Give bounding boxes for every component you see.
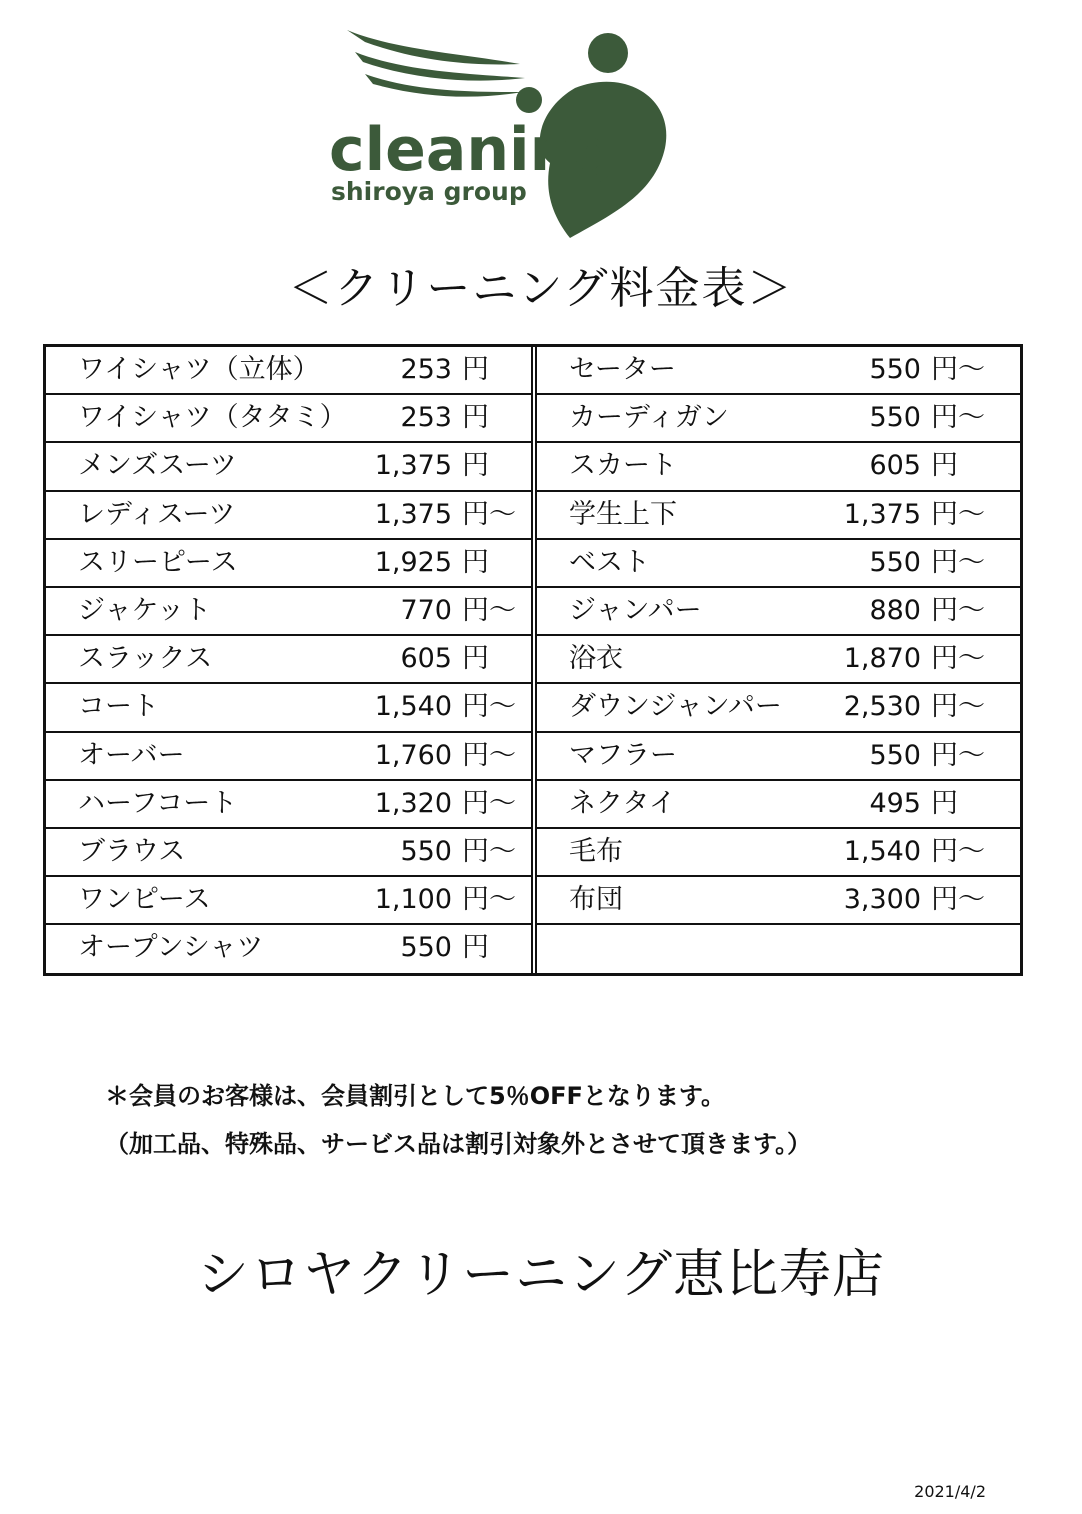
- price-unit: 円: [462, 643, 489, 675]
- price-unit: 円～: [931, 691, 985, 723]
- price-column-left: [46, 347, 531, 973]
- item-name: 学生上下: [569, 498, 677, 530]
- price-unit: 円～: [462, 739, 516, 771]
- item-name: ベスト: [569, 546, 650, 578]
- item-price: 770: [400, 594, 452, 626]
- item-name: ワンピース: [78, 884, 211, 916]
- price-row: [537, 829, 1022, 877]
- price-unit: 円～: [931, 498, 985, 530]
- member-discount-note: ＊会員のお客様は、会員割引として5％OFFとなります。: [105, 1082, 725, 1110]
- item-name: ワイシャツ（立体）: [78, 354, 320, 385]
- logo-subtext: shiroya group: [331, 177, 527, 206]
- item-name: メンズスーツ: [78, 450, 237, 482]
- price-unit: 円～: [931, 739, 985, 771]
- price-unit: 円: [462, 450, 489, 482]
- item-price: 3,300: [843, 884, 921, 916]
- price-row: [537, 588, 1022, 636]
- price-unit: 円～: [931, 594, 985, 626]
- price-row: [46, 877, 531, 925]
- item-price: 605: [400, 643, 452, 675]
- item-price: 1,100: [374, 884, 452, 916]
- price-row: [46, 733, 531, 781]
- price-row: [46, 684, 531, 732]
- price-row: [46, 347, 531, 395]
- shop-name: シロヤクリーニング恵比寿店: [197, 1245, 885, 1305]
- price-row: [537, 877, 1022, 925]
- price-unit: 円～: [462, 594, 516, 626]
- item-price: 1,375: [374, 450, 452, 482]
- issue-date: 2021/4/2: [914, 1482, 986, 1501]
- item-name: 毛布: [569, 835, 623, 867]
- item-name: ジャンパー: [569, 594, 702, 626]
- item-name: マフラー: [569, 739, 677, 771]
- price-row: [537, 636, 1022, 684]
- item-name: ダウンジャンパー: [569, 691, 782, 723]
- price-unit: 円～: [462, 498, 516, 530]
- price-unit: 円: [931, 450, 958, 482]
- item-price: 1,320: [374, 787, 452, 819]
- price-row: [46, 492, 531, 540]
- price-row: [537, 925, 1022, 973]
- price-table: [43, 344, 1023, 976]
- item-price: 550: [400, 932, 452, 964]
- price-unit: 円～: [931, 643, 985, 675]
- item-price: 1,375: [843, 498, 921, 530]
- item-price: 605: [869, 450, 921, 482]
- item-name: スカート: [569, 450, 677, 482]
- price-row: [46, 395, 531, 443]
- logo-graphic: [325, 28, 685, 243]
- price-row: [46, 636, 531, 684]
- price-unit: 円: [462, 932, 489, 964]
- item-name: ネクタイ: [569, 787, 676, 819]
- item-name: コート: [78, 691, 159, 723]
- item-name: 布団: [569, 884, 623, 916]
- price-row: [46, 829, 531, 877]
- item-name: ジャケット: [78, 594, 212, 626]
- price-unit: 円: [462, 402, 489, 434]
- discount-exclusion-note: （加工品、特殊品、サービス品は割引対象外とさせて頂きます。）: [105, 1130, 812, 1158]
- price-unit: 円～: [931, 402, 985, 434]
- price-row: [46, 540, 531, 588]
- price-unit: 円～: [462, 787, 516, 819]
- price-unit: 円～: [462, 884, 516, 916]
- item-price: 1,540: [843, 835, 921, 867]
- item-name: スラックス: [78, 643, 213, 675]
- item-price: 1,760: [374, 739, 452, 771]
- item-price: 253: [400, 402, 452, 434]
- price-column-right: [537, 347, 1022, 973]
- price-unit: 円～: [931, 546, 985, 578]
- price-row: [46, 588, 531, 636]
- price-row: [537, 443, 1022, 491]
- item-name: オーバー: [78, 739, 185, 771]
- price-unit: 円: [931, 787, 958, 819]
- notes: [105, 1072, 811, 1168]
- item-price: 550: [869, 354, 921, 385]
- item-name: ブラウス: [78, 835, 186, 867]
- price-unit: 円～: [931, 354, 985, 385]
- item-name: ワイシャツ（タタミ）: [78, 402, 347, 434]
- price-row: [537, 733, 1022, 781]
- price-row: [537, 395, 1022, 443]
- item-name: オープンシャツ: [78, 932, 264, 964]
- item-price: 1,925: [374, 546, 452, 578]
- item-price: 1,540: [374, 691, 452, 723]
- price-unit: 円～: [462, 691, 516, 723]
- price-row: [537, 492, 1022, 540]
- item-price: 550: [869, 546, 921, 578]
- item-name: セーター: [569, 354, 676, 385]
- price-unit: 円～: [931, 884, 985, 916]
- item-name: レディスーツ: [78, 498, 236, 530]
- item-price: 253: [400, 354, 452, 385]
- price-row: [537, 347, 1022, 395]
- logo-word: cleaning: [329, 115, 616, 185]
- item-name: スリーピース: [78, 546, 238, 578]
- price-unit: 円～: [931, 835, 985, 867]
- price-row: [46, 781, 531, 829]
- price-list-title: ＜クリーニング料金表＞: [288, 263, 794, 314]
- price-row: [537, 540, 1022, 588]
- price-unit: 円～: [462, 835, 516, 867]
- price-row: [537, 781, 1022, 829]
- item-name: ハーフコート: [78, 787, 238, 819]
- item-name: 浴衣: [569, 643, 623, 675]
- item-name: カーディガン: [569, 402, 729, 434]
- price-row: [46, 925, 531, 973]
- shiroya-cleaning-logo: [325, 28, 685, 243]
- price-row: [537, 684, 1022, 732]
- item-price: 550: [869, 402, 921, 434]
- item-price: 880: [869, 594, 921, 626]
- item-price: 550: [869, 739, 921, 771]
- item-price: 550: [400, 835, 452, 867]
- price-unit: 円: [462, 546, 489, 578]
- item-price: 1,375: [374, 498, 452, 530]
- item-price: 2,530: [843, 691, 921, 723]
- price-row: [46, 443, 531, 491]
- item-price: 1,870: [843, 643, 921, 675]
- price-unit: 円: [462, 354, 489, 385]
- item-price: 495: [869, 787, 921, 819]
